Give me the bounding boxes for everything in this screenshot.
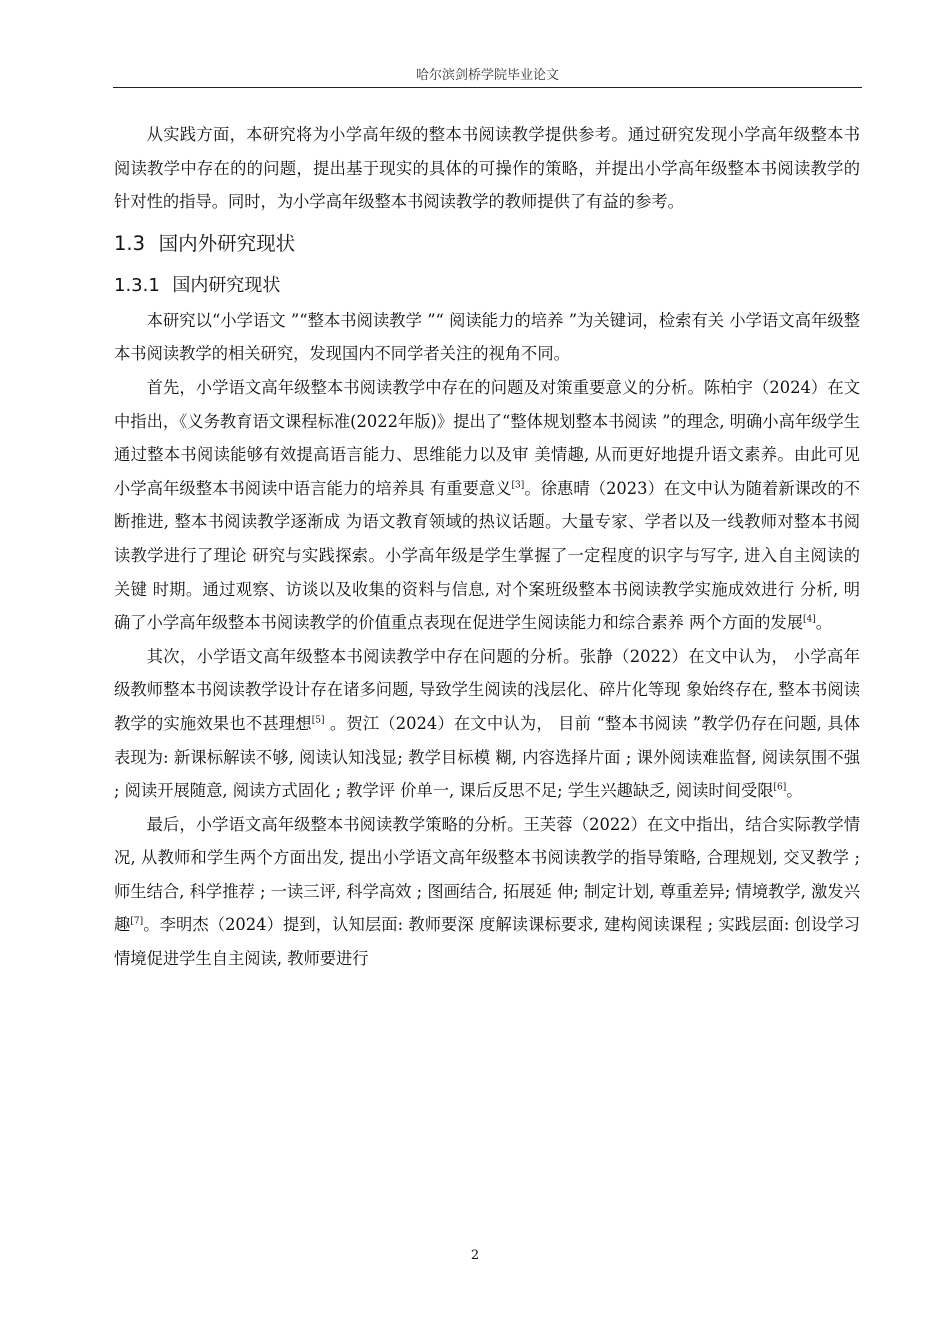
paragraph-text: 。徐惠晴（2023）在文中认为随着新课改的不断推进, 整本书阅读教学逐渐成 为语文教育领域的热议话题。大量专家、学者以及一线教师对整本书阅读教学进行了理论 研究与实践探索。小学高年级是学生掌握了一定程度的识字与写字, 进入自主阅读的关键 时期。通过观察、访谈以及收集的资料与信息, 对个案班级整本书阅读教学实施成效进行 分析, 明确了小学高年级整本书阅读教学的价值重点表现在促进学生阅读能力和综合素养 两个方面的发展: [114, 478, 860, 633]
paragraph-text: 。李明杰（2024）提到，认知层面: 教师要深 度解读课标要求, 建构阅读课程 ; 实践层面: 创设学习情境促进学生自主阅读, 教师要进行: [114, 915, 860, 969]
paragraph-first: [114, 371, 860, 640]
paragraph-intro: 本研究以“小学语文 ”“整本书阅读教学 ”“ 阅读能力的培养 ”为关键词，检索有关 小学语文高年级整本书阅读教学的相关研究，发现国内不同学者关注的视角不同。: [114, 310, 860, 364]
paragraph-text: 首先，小学语文高年级整本书阅读教学中存在的问题及对策重要意义的分析。陈柏宇（2024）在文中指出，《义务教育语文课程标准(2022年版)》提出了“整体规划整本书阅读 ”的理念, 明确小高年级学生通过整本书阅读能够有效提高语言能力、思维能力以及审 美情趣, 从而更好地提升语文素养。由此可见小学高年级整本书阅读中语言能力的培养具 有重要意义: [114, 377, 860, 498]
citation-ref: [5]: [311, 715, 325, 726]
paragraph-text: 。: [786, 781, 803, 801]
subsection-heading-1-3-1: [114, 268, 860, 304]
section-number: 1.3: [114, 231, 146, 255]
paragraph-text: 其次，小学语文高年级整本书阅读教学中存在问题的分析。张静（2022）在文中认为， 小学高年级教师整本书阅读教学设计存在诸多问题, 导致学生阅读的浅层化、碎片化等现 象始终存在, 整本书阅读教学的实施效果也不甚理想: [114, 646, 860, 733]
page-number: 2: [470, 1248, 480, 1263]
paragraph-practice: 从实践方面，本研究将为小学高年级的整本书阅读教学提供参考。通过研究发现小学高年级整本书阅读教学中存在的的问题，提出基于现实的具体的可操作的策略，并提出小学高年级整本书阅读教学的针对性的指导。同时，为小学高年级整本书阅读教学的教师提供了有益的参考。: [114, 125, 860, 212]
page-body: [114, 118, 860, 976]
header-divider: [113, 87, 862, 88]
paragraph-last: [114, 808, 860, 976]
section-heading-1-3: [114, 225, 860, 263]
citation-ref: [4]: [803, 614, 816, 625]
citation-ref: [6]: [773, 782, 787, 793]
paragraph-text: 。: [815, 613, 833, 633]
citation-ref: [7]: [130, 917, 144, 928]
running-header: 哈尔滨剑桥学院毕业论文: [415, 68, 559, 83]
subsection-number: 1.3.1: [114, 274, 160, 296]
subsection-title: 国内研究现状: [172, 274, 281, 296]
paragraph-text: 最后，小学语文高年级整本书阅读教学策略的分析。王芙蓉（2022）在文中指出，结合实际教学情况, 从教师和学生两个方面出发, 提出小学语文高年级整本书阅读教学的指导策略, 合理规划, 交叉教学 ; 师生结合, 科学推荐 ; 一读三评, 科学高效 ; 图画结合, 拓展延 伸; 制定计划, 尊重差异; 情境教学, 激发兴趣: [114, 814, 860, 935]
citation-ref: [3]: [511, 480, 525, 491]
section-title: 国内外研究现状: [158, 231, 296, 255]
paragraph-text: 。贺江（2024）在文中认为， 目前 “整本书阅读 ”教学仍存在问题, 具体表现为: 新课标解读不够, 阅读认知浅显; 教学目标模 糊, 内容选择片面 ; 课外阅读难监督, 阅读氛围不强 ; 阅读开展随意, 阅读方式固化 ; 教学评 价单一, 课后反思不足; 学生兴趣缺乏, 阅读时间受限: [114, 713, 860, 801]
paragraph-second: [114, 640, 860, 808]
